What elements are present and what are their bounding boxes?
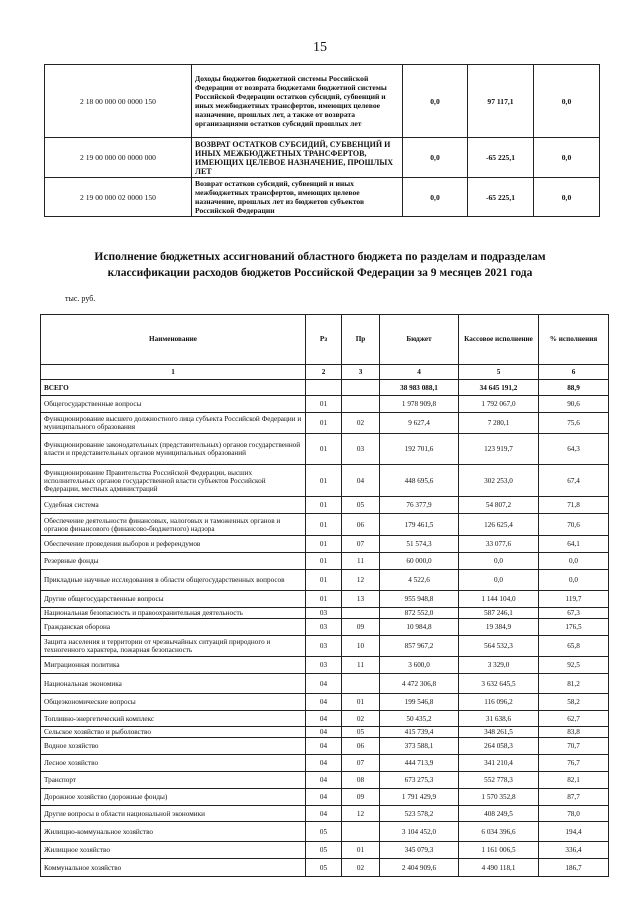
section-code: 01 (306, 396, 342, 413)
execution-value: 3 632 645,5 (459, 674, 539, 694)
column-index: 3 (342, 365, 380, 380)
execution-value: 123 919,7 (459, 434, 539, 465)
budget-value: 179 461,5 (380, 514, 459, 536)
execution-value: 126 625,4 (459, 514, 539, 536)
budget-value: 857 967,2 (380, 636, 459, 657)
budget-value: 51 574,3 (380, 536, 459, 553)
subsection-code: 03 (342, 434, 380, 465)
subsection-code: 02 (342, 859, 380, 877)
percent-value: 119,7 (539, 591, 609, 608)
budget-value: 50 435,2 (380, 711, 459, 727)
row-name: Жилищно-коммунальное хозяйство (41, 822, 306, 842)
percent-value: 67,3 (539, 608, 609, 619)
subsection-code: 02 (342, 711, 380, 727)
budget-value: 345 079,3 (380, 842, 459, 859)
section-code: 03 (306, 619, 342, 636)
row-name: ВСЕГО (41, 380, 306, 396)
table-row (41, 711, 609, 727)
table-row (41, 591, 609, 608)
budget-value: 3 104 452,0 (380, 822, 459, 842)
subsection-code: 05 (342, 497, 380, 514)
table-row (41, 570, 609, 591)
percent-value: 90,6 (539, 396, 609, 413)
section-code: 01 (306, 570, 342, 591)
section-code: 01 (306, 591, 342, 608)
execution-value: 7 280,1 (459, 413, 539, 434)
row-name: Водное хозяйство (41, 738, 306, 755)
subsection-code: 07 (342, 536, 380, 553)
table-row (41, 822, 609, 842)
section-code: 04 (306, 727, 342, 738)
percent-value: 70,7 (539, 738, 609, 755)
revenue-value: 97 117,1 (468, 65, 534, 138)
subsection-code (342, 674, 380, 694)
subsection-code: 05 (342, 727, 380, 738)
table-row (41, 536, 609, 553)
percent-value: 88,9 (539, 380, 609, 396)
revenue-value: 0,0 (534, 178, 600, 217)
subsection-code: 06 (342, 738, 380, 755)
row-name: Гражданская оборона (41, 619, 306, 636)
subsection-code: 13 (342, 591, 380, 608)
section-code: 04 (306, 738, 342, 755)
section-code: 03 (306, 636, 342, 657)
section-code: 01 (306, 465, 342, 497)
row-name: Судебная система (41, 497, 306, 514)
budget-value: 444 713,9 (380, 755, 459, 772)
column-index: 1 (41, 365, 306, 380)
subsection-code: 02 (342, 413, 380, 434)
percent-value: 186,7 (539, 859, 609, 877)
revenue-value: -65 225,1 (468, 178, 534, 217)
revenue-code: 2 19 00 000 00 0000 000 (45, 138, 192, 178)
section-code: 01 (306, 514, 342, 536)
table-row (41, 396, 609, 413)
row-name: Функционирование высшего должностного лица субъекта Российской Федерации и муниципального образования (41, 413, 306, 434)
percent-value: 92,5 (539, 657, 609, 674)
budget-value: 373 588,1 (380, 738, 459, 755)
section-code: 04 (306, 711, 342, 727)
percent-value: 87,7 (539, 789, 609, 806)
percent-value: 75,6 (539, 413, 609, 434)
percent-value: 176,5 (539, 619, 609, 636)
table-row (45, 138, 600, 178)
column-header: Наименование (41, 315, 306, 365)
budget-value: 1 791 429,9 (380, 789, 459, 806)
section-heading (40, 249, 600, 281)
revenue-name: Доходы бюджетов бюджетной системы Российской Федерации от возврата бюджетами бюджетной системы Российской Федерации остатков субсидий, субвенций и иных межбюджетных трансфертов, имеющих целевое назначение, прошлых лет, а также от возврата организациями остатков субсидий прошлых лет (192, 65, 403, 138)
revenue-value: 0,0 (403, 178, 468, 217)
table-row (41, 789, 609, 806)
row-name: Жилищное хозяйство (41, 842, 306, 859)
budget-value: 872 552,0 (380, 608, 459, 619)
subsection-code: 04 (342, 465, 380, 497)
heading-line: Исполнение бюджетных ассигнований областного бюджета по разделам и подразделам (94, 251, 546, 263)
execution-value: 6 034 396,6 (459, 822, 539, 842)
section-code: 03 (306, 608, 342, 619)
execution-value: 0,0 (459, 570, 539, 591)
section-code: 01 (306, 413, 342, 434)
column-index: 6 (539, 365, 609, 380)
section-code: 05 (306, 822, 342, 842)
percent-value: 67,4 (539, 465, 609, 497)
subsection-code (342, 822, 380, 842)
percent-value: 64,1 (539, 536, 609, 553)
table-row (45, 65, 600, 138)
budget-value: 448 695,6 (380, 465, 459, 497)
table-row (41, 553, 609, 570)
percent-value: 71,8 (539, 497, 609, 514)
row-name: Прикладные научные исследования в области общегосударственных вопросов (41, 570, 306, 591)
table-row (41, 514, 609, 536)
subsection-code: 01 (342, 694, 380, 711)
revenue-code: 2 18 00 000 00 0000 150 (45, 65, 192, 138)
column-index: 2 (306, 365, 342, 380)
percent-value: 83,8 (539, 727, 609, 738)
budget-value: 60 000,0 (380, 553, 459, 570)
execution-value: 302 253,0 (459, 465, 539, 497)
revenue-continuation-table (44, 64, 600, 217)
percent-value: 336,4 (539, 842, 609, 859)
total-row (41, 380, 609, 396)
row-name: Общеэкономические вопросы (41, 694, 306, 711)
table-row (41, 413, 609, 434)
subsection-code: 07 (342, 755, 380, 772)
percent-value: 65,8 (539, 636, 609, 657)
subsection-code: 10 (342, 636, 380, 657)
section-code: 01 (306, 434, 342, 465)
execution-value: 31 638,6 (459, 711, 539, 727)
percent-value: 78,0 (539, 806, 609, 822)
execution-value: 19 384,9 (459, 619, 539, 636)
section-code: 05 (306, 842, 342, 859)
budget-value: 3 600,0 (380, 657, 459, 674)
budget-value: 2 404 909,6 (380, 859, 459, 877)
subsection-code: 12 (342, 806, 380, 822)
percent-value: 0,0 (539, 553, 609, 570)
execution-value: 3 329,0 (459, 657, 539, 674)
budget-value: 955 948,8 (380, 591, 459, 608)
execution-value: 0,0 (459, 553, 539, 570)
execution-value: 564 532,3 (459, 636, 539, 657)
row-name: Общегосударственные вопросы (41, 396, 306, 413)
table-row (45, 178, 600, 217)
section-code: 04 (306, 789, 342, 806)
section-code: 04 (306, 772, 342, 789)
section-code: 04 (306, 755, 342, 772)
execution-value: 341 210,4 (459, 755, 539, 772)
subsection-code: 09 (342, 619, 380, 636)
row-name: Защита населения и территории от чрезвычайных ситуаций природного и техногенного характера, пожарная безопасность (41, 636, 306, 657)
execution-value: 1 161 006,5 (459, 842, 539, 859)
percent-value: 62,7 (539, 711, 609, 727)
subsection-code (342, 380, 380, 396)
subsection-code: 11 (342, 553, 380, 570)
table-row (41, 738, 609, 755)
execution-value: 54 807,2 (459, 497, 539, 514)
subsection-code: 11 (342, 657, 380, 674)
subsection-code (342, 608, 380, 619)
table-row (41, 434, 609, 465)
row-name: Лесное хозяйство (41, 755, 306, 772)
row-name: Функционирование законодательных (представительных) органов государственной власти и представительных органов муниципальных образований (41, 434, 306, 465)
column-header: Бюджет (380, 315, 459, 365)
section-code: 01 (306, 553, 342, 570)
execution-value: 116 096,2 (459, 694, 539, 711)
budget-value: 192 701,6 (380, 434, 459, 465)
execution-value: 264 058,3 (459, 738, 539, 755)
execution-value: 33 077,6 (459, 536, 539, 553)
percent-value: 70,6 (539, 514, 609, 536)
row-name: Транспорт (41, 772, 306, 789)
revenue-code: 2 19 00 000 02 0000 150 (45, 178, 192, 217)
percent-value: 64,3 (539, 434, 609, 465)
table-row (41, 842, 609, 859)
execution-value: 587 246,1 (459, 608, 539, 619)
row-name: Коммунальное хозяйство (41, 859, 306, 877)
budget-value: 523 578,2 (380, 806, 459, 822)
execution-value: 348 261,5 (459, 727, 539, 738)
heading-line: классификации расходов бюджетов Российской Федерации за 9 месяцев 2021 года (107, 267, 533, 279)
budget-value: 76 377,9 (380, 497, 459, 514)
revenue-value: 0,0 (534, 138, 600, 178)
table-row (41, 619, 609, 636)
execution-value: 408 249,5 (459, 806, 539, 822)
column-header: Пр (342, 315, 380, 365)
subsection-code: 09 (342, 789, 380, 806)
subsection-code: 08 (342, 772, 380, 789)
column-index: 5 (459, 365, 539, 380)
table-row (41, 674, 609, 694)
budget-value: 9 627,4 (380, 413, 459, 434)
row-name: Национальная экономика (41, 674, 306, 694)
page-number: 15 (313, 40, 327, 55)
table-row (41, 497, 609, 514)
table-row (41, 694, 609, 711)
execution-value: 552 778,3 (459, 772, 539, 789)
execution-value: 1 570 352,8 (459, 789, 539, 806)
section-code: 01 (306, 536, 342, 553)
row-name: Топливно-энергетический комплекс (41, 711, 306, 727)
revenue-value: 0,0 (403, 138, 468, 178)
budget-value: 1 978 909,8 (380, 396, 459, 413)
table-row (41, 465, 609, 497)
row-name: Национальная безопасность и правоохранительная деятельность (41, 608, 306, 619)
revenue-value: 0,0 (534, 65, 600, 138)
percent-value: 194,4 (539, 822, 609, 842)
revenue-value: -65 225,1 (468, 138, 534, 178)
column-header: Рз (306, 315, 342, 365)
execution-value: 1 144 104,0 (459, 591, 539, 608)
header-row (41, 315, 609, 365)
expenditure-table (40, 314, 609, 877)
section-code: 05 (306, 859, 342, 877)
table-row (41, 657, 609, 674)
budget-value: 4 522,6 (380, 570, 459, 591)
budget-value: 673 275,3 (380, 772, 459, 789)
subsection-code: 06 (342, 514, 380, 536)
percent-value: 58,2 (539, 694, 609, 711)
column-index: 4 (380, 365, 459, 380)
budget-value: 415 739,4 (380, 727, 459, 738)
table-row (41, 772, 609, 789)
section-code: 01 (306, 497, 342, 514)
budget-value: 4 472 306,8 (380, 674, 459, 694)
percent-value: 0,0 (539, 570, 609, 591)
budget-value: 38 983 088,1 (380, 380, 459, 396)
section-code: 04 (306, 806, 342, 822)
row-name: Другие вопросы в области национальной экономики (41, 806, 306, 822)
execution-value: 4 490 118,1 (459, 859, 539, 877)
revenue-name: Возврат остатков субсидий, субвенций и иных межбюджетных трансфертов, имеющих целевое назначение, прошлых лет из бюджетов субъектов Российской Федерации (192, 178, 403, 217)
subsection-code (342, 396, 380, 413)
subsection-code: 01 (342, 842, 380, 859)
revenue-value: 0,0 (403, 65, 468, 138)
execution-value: 34 645 191,2 (459, 380, 539, 396)
percent-value: 82,1 (539, 772, 609, 789)
revenue-name: ВОЗВРАТ ОСТАТКОВ СУБСИДИЙ, СУБВЕНЦИЙ И ИНЫХ МЕЖБЮДЖЕТНЫХ ТРАНСФЕРТОВ, ИМЕЮЩИХ ЦЕЛЕВОЕ НАЗНАЧЕНИЕ, ПРОШЛЫХ ЛЕТ (192, 138, 403, 178)
section-code: 04 (306, 674, 342, 694)
subsection-code: 12 (342, 570, 380, 591)
table-row (41, 636, 609, 657)
row-name: Сельское хозяйство и рыболовство (41, 727, 306, 738)
row-name: Функционирование Правительства Российской Федерации, высших исполнительных органов государственной власти субъектов Российской Федерации, местных администраций (41, 465, 306, 497)
column-header: % исполнения (539, 315, 609, 365)
column-header: Кассовое исполнение (459, 315, 539, 365)
section-code: 03 (306, 657, 342, 674)
table-row (41, 727, 609, 738)
index-row (41, 365, 609, 380)
budget-value: 199 546,8 (380, 694, 459, 711)
table-row (41, 859, 609, 877)
row-name: Другие общегосударственные вопросы (41, 591, 306, 608)
table-row (41, 608, 609, 619)
percent-value: 81,2 (539, 674, 609, 694)
section-code (306, 380, 342, 396)
table-row (41, 806, 609, 822)
section-code: 04 (306, 694, 342, 711)
percent-value: 76,7 (539, 755, 609, 772)
row-name: Обеспечение проведения выборов и референдумов (41, 536, 306, 553)
budget-value: 10 984,8 (380, 619, 459, 636)
row-name: Обеспечение деятельности финансовых, налоговых и таможенных органов и органов финансового (финансово-бюджетного) надзора (41, 514, 306, 536)
units-label: тыс. руб. (65, 294, 96, 303)
row-name: Резервные фонды (41, 553, 306, 570)
row-name: Миграционная политика (41, 657, 306, 674)
execution-value: 1 792 067,0 (459, 396, 539, 413)
row-name: Дорожное хозяйство (дорожные фонды) (41, 789, 306, 806)
table-row (41, 755, 609, 772)
